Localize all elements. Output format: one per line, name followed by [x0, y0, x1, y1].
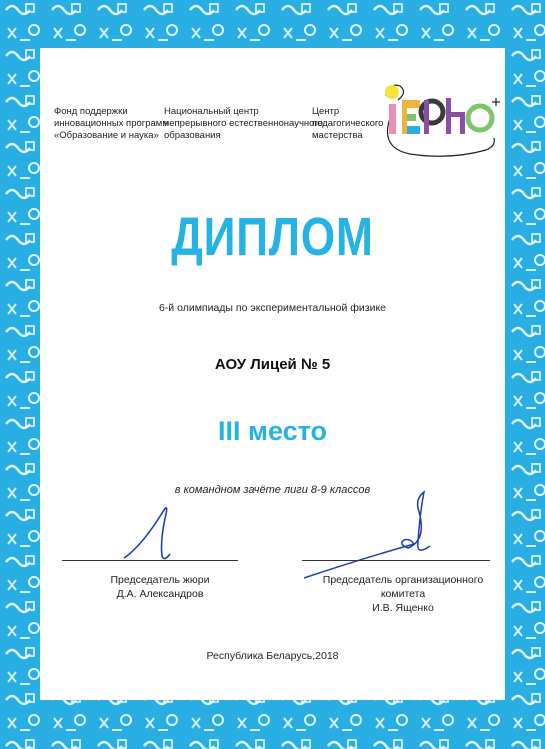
committee-signature-line [302, 560, 490, 561]
recipient-name: АОУ Лицей № 5 [214, 356, 331, 373]
iepho-logo [380, 78, 502, 158]
org-pedagogical-line: мастерства [312, 130, 363, 141]
committee-chair-signature [302, 486, 452, 586]
diploma-sheet [40, 48, 505, 700]
org-fund-line: «Образование и наука» [54, 130, 159, 141]
header-org-fund [54, 106, 169, 142]
committee-chair-title-cont: комитета [380, 588, 426, 600]
org-center-line: непрерывного естественнонаучного [164, 118, 323, 129]
org-fund-line: Фонд поддержки [54, 106, 128, 117]
jury-chair-title: Председатель жюри [110, 574, 210, 586]
diploma-title: ДИПЛОМ [171, 207, 374, 267]
header-org-national-center [164, 106, 323, 142]
jury-chair-signature [120, 498, 190, 568]
org-pedagogical-line: педагогического [312, 118, 384, 129]
committee-chair-name: И.В. Ященко [372, 602, 434, 614]
jury-chair-caption [80, 573, 240, 601]
committee-chair-caption [308, 573, 498, 615]
olympiad-name: 6-й олимпиады по экспериментальной физике [158, 302, 387, 314]
org-center-line: образования [164, 130, 221, 141]
footer-place-year: Республика Беларусь,2018 [206, 650, 339, 662]
committee-chair-title: Председатель организационного [322, 574, 484, 586]
org-fund-line: инновационных программ [54, 118, 169, 129]
jury-signature-line [62, 560, 238, 561]
logo-text: iEPhO [380, 78, 383, 79]
award-place: III место [217, 416, 327, 446]
org-center-line: Национальный центр [164, 106, 259, 117]
header-org-pedagogical-center [312, 106, 383, 142]
award-category: в командном зачёте лиги 8-9 классов [174, 484, 371, 496]
org-pedagogical-line: Центр [312, 106, 340, 117]
jury-chair-name: Д.А. Александров [116, 588, 204, 600]
